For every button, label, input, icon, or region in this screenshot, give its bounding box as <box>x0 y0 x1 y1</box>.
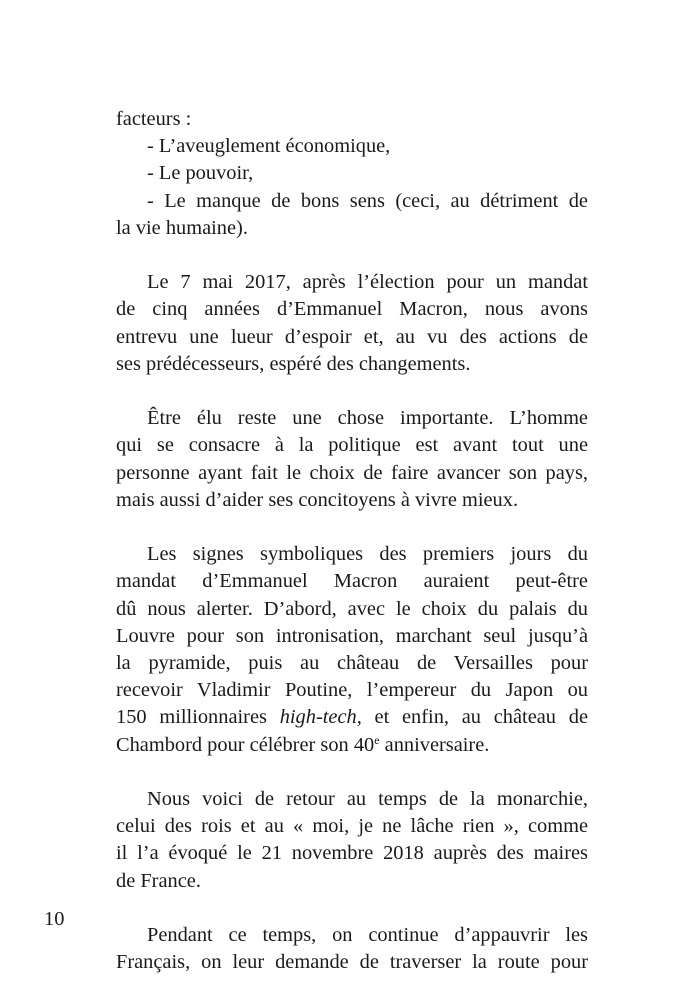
text-line: il l’a évoqué le 21 novembre 2018 auprès des maires <box>116 842 588 865</box>
paragraph-meanwhile <box>116 922 588 976</box>
paragraph-election <box>116 269 588 378</box>
text-line: facteurs : <box>116 108 192 130</box>
text-line: celui des rois et au « moi, je ne lâche rien », comme <box>116 815 588 838</box>
text-line: ses prédécesseurs, espéré des changements. <box>116 352 471 375</box>
italic-term: high-tech, <box>279 706 362 729</box>
text-line: dû nous alerter. D’abord, avec le choix du palais du <box>116 597 588 620</box>
text-segment: 150 millionnaires <box>116 706 280 729</box>
list-item <box>116 188 588 242</box>
list-item <box>116 133 588 160</box>
paragraph-monarchy <box>116 786 588 895</box>
text-line: - L’aveuglement économique, <box>147 135 391 158</box>
text-segment: et enfin, au château de <box>361 706 588 729</box>
factor-list <box>116 133 588 242</box>
text-line: Être élu reste une chose importante. L’homme <box>147 407 588 430</box>
text-segment: Chambord pour célébrer son 40 <box>116 733 375 756</box>
text-line: Le 7 mai 2017, après l’élection pour un mandat <box>147 271 588 294</box>
text-line: Nous voici de retour au temps de la monarchie, <box>147 788 588 811</box>
text-line: - Le pouvoir, <box>147 162 254 185</box>
paragraph-politics <box>116 405 588 514</box>
text-line: la vie humaine). <box>116 216 248 239</box>
list-item <box>116 160 588 187</box>
text-line: Pendant ce temps, on continue d’appauvrir les <box>147 924 588 947</box>
text-line <box>116 732 588 759</box>
text-line: Les signes symboliques des premiers jours du <box>147 543 588 566</box>
intro-line <box>116 106 588 133</box>
page-number: 10 <box>44 908 65 930</box>
text-line: recevoir Vladimir Poutine, l’empereur du Japon ou <box>116 679 588 702</box>
text-line <box>116 704 588 731</box>
paragraph-symbols <box>116 541 588 759</box>
text-line: entrevu une lueur d’espoir et, au vu des actions de <box>116 325 588 348</box>
text-line: - Le manque de bons sens (ceci, au détriment de <box>147 189 588 212</box>
text-line: mandat d’Emmanuel Macron auraient peut-être <box>116 570 588 593</box>
text-line: qui se consacre à la politique est avant tout une <box>116 434 588 457</box>
ordinal-superscript: e <box>374 732 380 747</box>
text-line: Louvre pour son intronisation, marchant seul jusqu’à <box>116 624 588 647</box>
body-text <box>116 106 588 1004</box>
text-line: mais aussi d’aider ses concitoyens à vivre mieux. <box>116 488 519 511</box>
text-line: de France. <box>116 869 201 892</box>
text-line: Français, on leur demande de traverser la route pour <box>116 951 588 974</box>
text-line: de cinq années d’Emmanuel Macron, nous avons <box>116 298 588 321</box>
text-line: personne ayant fait le choix de faire avancer son pays, <box>116 461 588 484</box>
text-line: la pyramide, puis au château de Versailles pour <box>116 652 588 675</box>
text-segment: anniversaire. <box>379 733 490 756</box>
